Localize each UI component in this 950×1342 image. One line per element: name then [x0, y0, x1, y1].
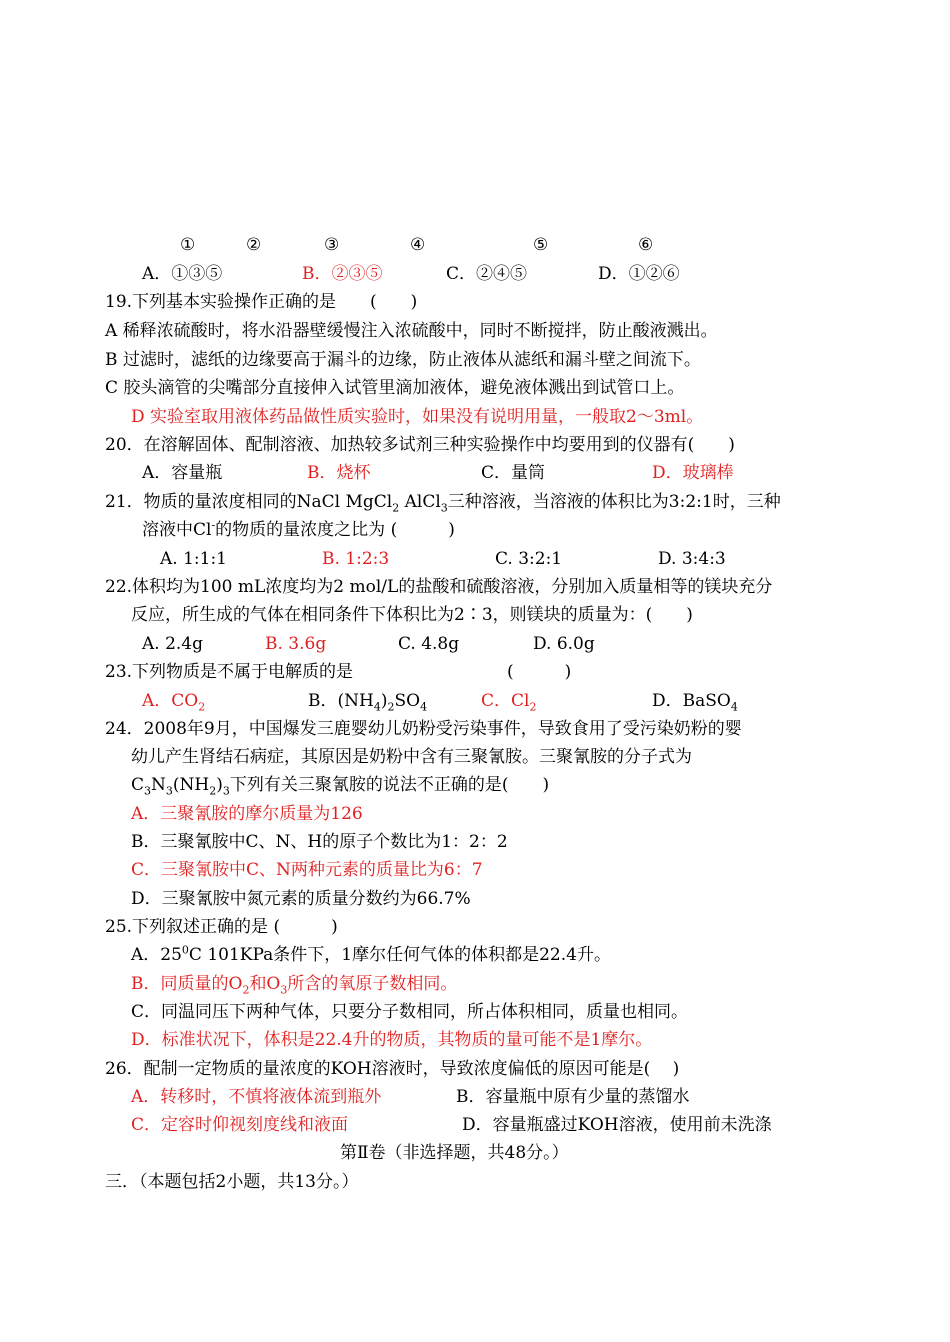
q23-option-b: B．$(NH_4)_2SO_4$: [308, 691, 428, 714]
figure-label-4: ④: [410, 235, 426, 255]
q25-option-a: A．$25^0C$ 101KPa条件下，1摩尔任何气体的体积都是22.4升。: [131, 943, 611, 965]
q22-option-b: B. 3.6g: [265, 634, 327, 654]
q24-stem-line3: $C_3N_3(NH_2)_3$下列有关三聚氰胺的说法不正确的是( ): [131, 775, 550, 798]
q25-option-d: D．标准状况下，体积是22.4升的物质，其物质的量可能不是1摩尔。: [131, 1030, 653, 1050]
q22-option-d: D. 6.0g: [533, 634, 595, 654]
q26-option-d: D．容量瓶盛过KOH溶液，使用前未洗涤: [462, 1115, 772, 1135]
q22-stem: 22.体积均为100 mL浓度均为2 mol/L的盐酸和硫酸溶液，分别加入质量相等的镁块充分: [105, 577, 773, 597]
q26-stem: 26．配制一定物质的量浓度的KOH溶液时，导致浓度偏低的原因可能是( ): [105, 1059, 680, 1079]
melamine-formula: $C_3N_3(NH_2)_3$: [131, 775, 230, 798]
q18-option-b: B．②③⑤: [302, 264, 383, 284]
q21-stem-line2: 溶液中Cl-的物质的量浓度之比为 ( ): [142, 518, 455, 540]
q22-stem-line2: 反应，所生成的气体在相同条件下体积比为2∶3，则镁块的质量为：( ): [131, 605, 693, 625]
q19-stem: 19.下列基本实验操作正确的是 ( ): [105, 292, 418, 312]
q26-option-b: B．容量瓶中原有少量的蒸馏水: [456, 1087, 690, 1107]
q22-option-a: A. 2.4g: [142, 634, 204, 654]
q18-option-c: C．②④⑤: [446, 264, 528, 284]
part-3-heading: 三．（本题包括2小题，共13分。）: [105, 1172, 359, 1192]
q21-option-c: C. 3:2:1: [495, 549, 563, 569]
q25-stem: 25.下列叙述正确的是 ( ): [105, 917, 338, 937]
q24-option-b: B．三聚氰胺中C、N、H的原子个数比为1：2：2: [131, 832, 508, 852]
q21-stem: 21．物质的量浓度相同的NaCl MgCl$_2$ AlCl$_3$三种溶液，当溶液的体积比为3:2:1时，三种: [105, 492, 781, 515]
q18-option-d: D．①②⑥: [598, 264, 680, 284]
q21-option-a: A. 1:1:1: [160, 549, 227, 569]
figure-label-1: ①: [180, 235, 196, 255]
q19-option-b: B 过滤时，滤纸的边缘要高于漏斗的边缘，防止液体从滤纸和漏斗壁之间流下。: [105, 350, 701, 370]
section-2-title: 第Ⅱ卷（非选择题，共48分。）: [340, 1143, 569, 1163]
figure-label-3: ③: [324, 235, 340, 255]
q26-option-a: A．转移时，不慎将液体流到瓶外: [131, 1087, 382, 1107]
q26-option-c: C．定容时仰视刻度线和液面: [131, 1115, 349, 1135]
q24-stem: 24．2008年9月，中国爆发三鹿婴幼儿奶粉受污染事件，导致食用了受污染奶粉的婴: [105, 719, 742, 739]
q20-option-a: A．容量瓶: [142, 463, 223, 483]
q20-option-b: B．烧杯: [307, 463, 371, 483]
q23-option-c: C．$Cl_2$: [481, 691, 537, 714]
q21-option-b: B. 1:2:3: [322, 549, 390, 569]
q25-option-c: C．同温同压下两种气体，只要分子数相同，所占体积相同，质量也相同。: [131, 1002, 689, 1022]
q22-option-c: C. 4.8g: [398, 634, 460, 654]
q20-stem: 20．在溶解固体、配制溶液、加热较多试剂三种实验操作中均要用到的仪器有( ): [105, 435, 735, 455]
q24-stem-line2: 幼儿产生肾结石病症，其原因是奶粉中含有三聚氰胺。三聚氰胺的分子式为: [131, 747, 692, 767]
q20-option-c: C．量筒: [481, 463, 546, 483]
q23-answer-paren: ( ): [507, 662, 572, 682]
figure-label-2: ②: [246, 235, 262, 255]
q25-option-b: B．同质量的$O_2$和$O_3$所含的氧原子数相同。: [131, 974, 458, 997]
q23-option-d: D．BaSO$_4$: [652, 691, 738, 714]
q18-option-a: A．①③⑤: [142, 264, 223, 284]
q19-option-d: D 实验室取用液体药品做性质实验时，如果没有说明用量，一般取2～3ml。: [131, 407, 704, 427]
q19-option-a: A 稀释浓硫酸时，将水沿器壁缓慢注入浓硫酸中，同时不断搅拌，防止酸液溅出。: [105, 321, 718, 341]
q24-option-a: A．三聚氰胺的摩尔质量为126: [131, 804, 363, 824]
q20-option-d: D．玻璃棒: [652, 463, 734, 483]
figure-label-6: ⑥: [638, 235, 654, 255]
q21-option-d: D. 3:4:3: [658, 549, 726, 569]
q24-option-c: C．三聚氰胺中C、N两种元素的质量比为6：7: [131, 860, 483, 880]
q19-option-c: C 胶头滴管的尖嘴部分直接伸入试管里滴加液体，避免液体溅出到试管口上。: [105, 378, 685, 398]
q24-option-d: D．三聚氰胺中氮元素的质量分数约为66.7%: [131, 889, 471, 909]
q23-option-a: A．$CO_2$: [142, 691, 206, 714]
figure-label-5: ⑤: [533, 235, 549, 255]
